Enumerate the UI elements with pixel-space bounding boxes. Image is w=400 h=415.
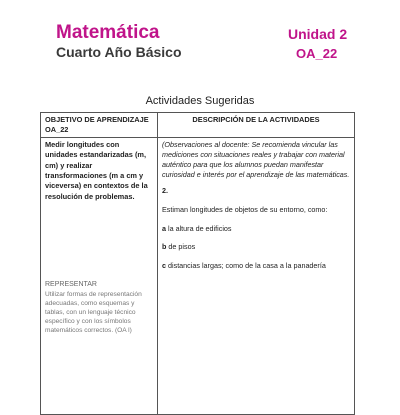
activity-table xyxy=(40,112,355,415)
section-title: Actividades Sugeridas xyxy=(145,95,255,107)
activity-item-c: c distancias largas; como de la casa a la panadería xyxy=(162,261,326,271)
oa-code: OA_22 xyxy=(296,46,338,61)
teacher-observations: (Observaciones al docente: Se recomienda vincular las mediciones con situaciones reales y trabajar con material auténtico para que los alumnos puedan manifestar curiosidad e interés por el aprendizaje de las matemáticas. xyxy=(162,140,350,180)
represent-text: Utilizar formas de representación adecuadas, como esquemas y tablas, con un lenguaje técnico específico y con los símbolos matemáticos correctos. (OA l) xyxy=(45,290,142,335)
table-body-row xyxy=(41,138,355,415)
activity-item-a: a la altura de edificios xyxy=(162,223,232,233)
table-header-row xyxy=(41,113,355,138)
activity-number: 2. xyxy=(162,186,168,196)
objective-column-header: OBJETIVO DE APRENDIZAJE OA_22 xyxy=(41,113,158,138)
grade-title: Cuarto Año Básico xyxy=(56,44,182,60)
objective-text: Medir longitudes con unidades estandarizadas (m, cm) y realizar transformaciones (m a cm y viceversa) en contextos de la resolución de problemas. xyxy=(45,140,148,201)
activity-intro: Estiman longitudes de objetos de su entorno, como: xyxy=(162,205,328,215)
activity-item-b: b de pisos xyxy=(162,242,196,252)
unit-title: Unidad 2 xyxy=(288,26,348,42)
description-column-header: DESCRIPCIÓN DE LA ACTIVIDADES xyxy=(158,113,355,138)
description-cell xyxy=(158,138,355,415)
objective-cell xyxy=(41,138,158,415)
represent-title: REPRESENTAR xyxy=(45,281,97,289)
subject-title: Matemática xyxy=(56,22,160,43)
